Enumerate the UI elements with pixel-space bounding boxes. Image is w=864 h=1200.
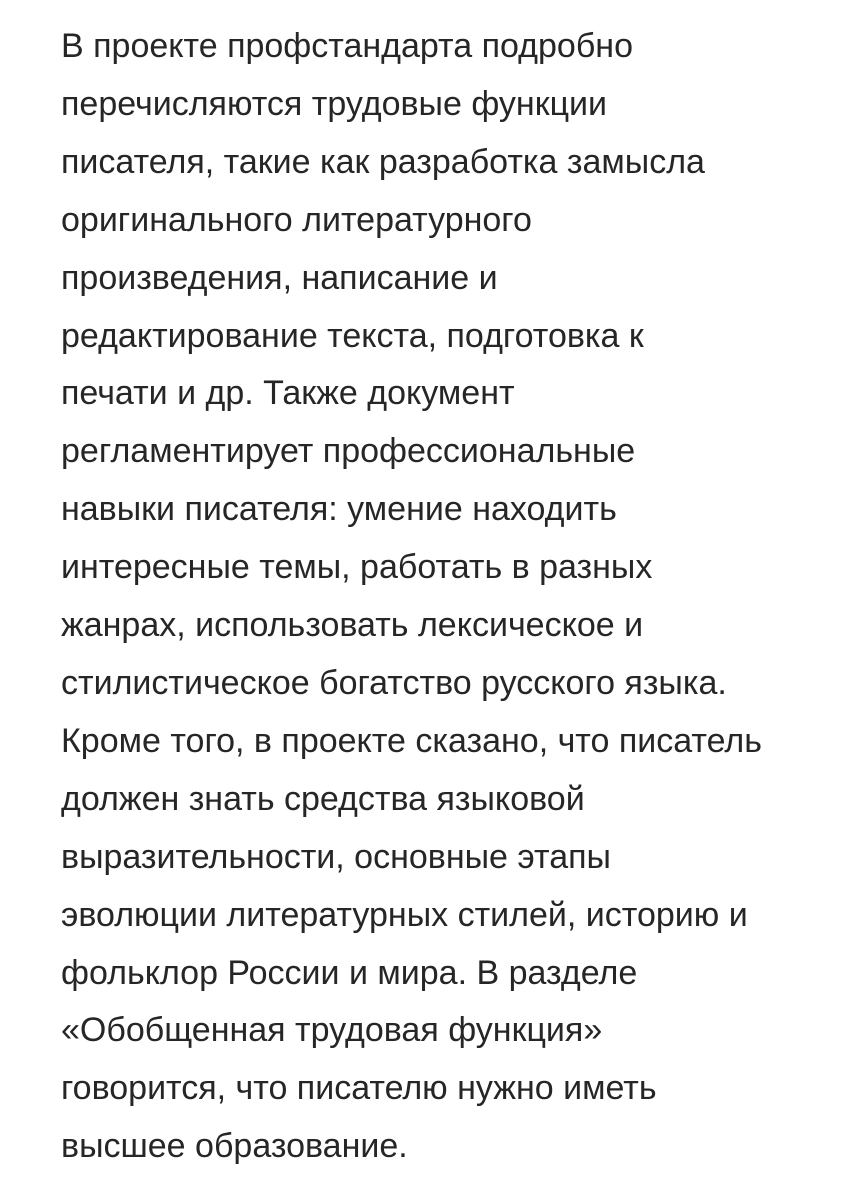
text-line: навыки писателя: умение находить <box>61 490 617 529</box>
text-line: перечисляются трудовые функции <box>61 84 608 123</box>
text-line: выразительности, основные этапы <box>61 837 611 876</box>
article-body <box>61 18 851 1176</box>
text-line: фольклор России и мира. В разделе <box>61 953 638 992</box>
text-line: редактирование текста, подготовка к <box>61 316 644 355</box>
text-line: Кроме того, в проекте сказано, что писатель <box>61 721 762 760</box>
text-line: стилистическое богатство русского языка. <box>61 663 727 702</box>
text-line: оригинального литературного <box>61 200 532 239</box>
text-line: высшее образование. <box>61 1127 408 1166</box>
text-line: эволюции литературных стилей, историю и <box>61 895 748 934</box>
text-line: печати и др. Также документ <box>61 374 515 413</box>
text-line: жанрах, использовать лексическое и <box>61 606 644 645</box>
text-line: интересные темы, работать в разных <box>61 548 653 587</box>
text-line: регламентирует профессиональные <box>61 432 636 471</box>
paragraph <box>61 18 851 1176</box>
text-line: должен знать средства языковой <box>61 779 585 818</box>
text-line: произведения, написание и <box>61 258 498 297</box>
text-line: В проекте профстандарта подробно <box>61 27 633 65</box>
text-line: «Обобщенная трудовая функция» <box>61 1011 603 1050</box>
text-line: писателя, такие как разработка замысла <box>61 142 705 181</box>
text-line: говорится, что писателю нужно иметь <box>61 1069 657 1108</box>
